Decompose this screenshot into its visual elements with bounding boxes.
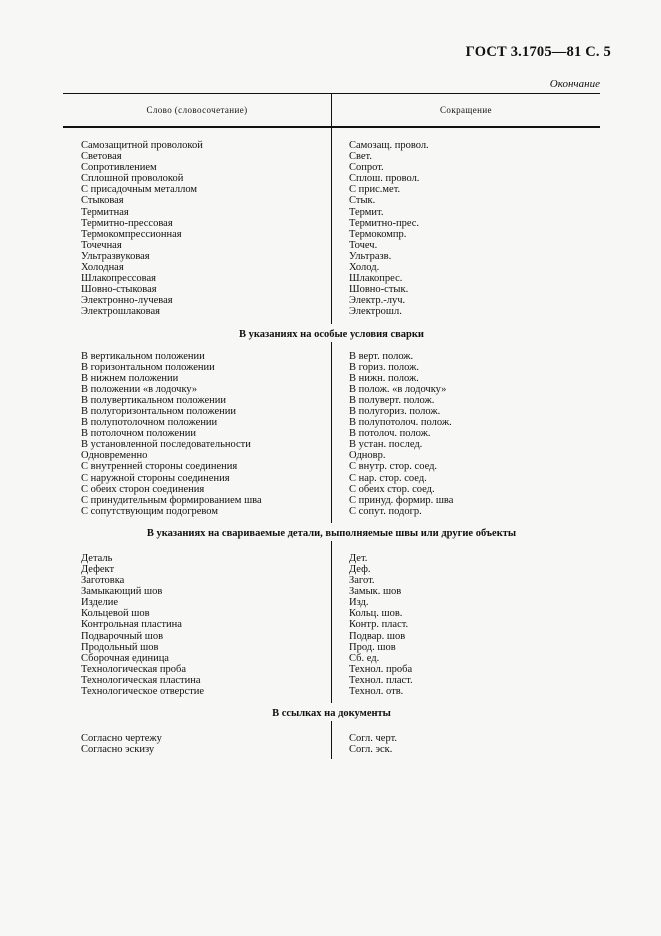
table-row — [63, 373, 600, 384]
abbreviation-cell: В полупотолоч. полож. — [349, 417, 452, 429]
table-row — [63, 295, 600, 306]
table-row — [63, 173, 600, 184]
abbreviation-cell: С сопут. подогр. — [349, 505, 422, 517]
table-row — [63, 631, 600, 642]
word-cell: В вертикальном положении — [81, 350, 205, 362]
word-cell: Стыковая — [81, 195, 124, 207]
abbreviation-cell: Термитно-прес. — [349, 217, 420, 229]
table-row — [63, 384, 600, 395]
table-row — [63, 162, 600, 173]
abbreviation-cell: Электр.-луч. — [349, 295, 406, 307]
table-row — [63, 417, 600, 428]
abbreviation-cell: Технол. проба — [349, 663, 413, 675]
table-row — [63, 450, 600, 461]
abbreviation-cell: Технол. пласт. — [349, 674, 413, 686]
table-row — [63, 195, 600, 206]
word-cell: В полувертикальном положении — [81, 394, 226, 406]
word-cell: Контрольная пластина — [81, 619, 182, 631]
table-row — [63, 284, 600, 295]
abbreviation-cell: Технол. отв. — [349, 686, 404, 698]
table-header — [63, 93, 600, 128]
continuation-label: Окончание — [549, 78, 600, 90]
word-cell: Заготовка — [81, 575, 125, 587]
abbreviation-cell: В нижн. полож. — [349, 372, 419, 384]
table-row — [63, 240, 600, 251]
table-row — [63, 428, 600, 439]
abbreviation-cell: Одновр. — [349, 450, 386, 462]
abbreviation-cell: Согл. черт. — [349, 733, 397, 745]
word-cell: Ультразвуковая — [81, 250, 150, 262]
word-cell: Изделие — [81, 597, 119, 609]
abbreviation-cell: Самозащ. провол. — [349, 140, 429, 151]
word-cell: Точечная — [81, 239, 122, 251]
table-row — [63, 619, 600, 630]
table-row — [63, 262, 600, 273]
word-cell: В полугоризонтальном положении — [81, 405, 236, 417]
table-row — [63, 733, 600, 744]
table-row — [63, 306, 600, 317]
abbreviation-cell: В верт. полож. — [349, 350, 414, 362]
table-row — [63, 506, 600, 517]
abbreviation-cell: Сопрот. — [349, 162, 384, 174]
word-cell: С обеих сторон соединения — [81, 483, 205, 495]
abbreviation-cell: Термокомпр. — [349, 228, 407, 240]
abbreviation-cell: С принуд. формир. шва — [349, 494, 454, 506]
table-row — [63, 642, 600, 653]
abbreviation-cell: Контр. пласт. — [349, 619, 409, 631]
word-cell: Подварочный шов — [81, 630, 164, 642]
word-cell: Согласно чертежу — [81, 733, 162, 745]
table-row — [63, 273, 600, 284]
section-rows — [63, 541, 600, 703]
table-row — [63, 608, 600, 619]
word-cell: Продольный шов — [81, 641, 159, 653]
abbreviation-table — [63, 93, 600, 759]
table-row — [63, 553, 600, 564]
abbreviation-cell: В полуверт. полож. — [349, 394, 435, 406]
word-cell: Технологическое отверстие — [81, 686, 205, 698]
table-row — [63, 439, 600, 450]
table-row — [63, 686, 600, 697]
word-cell: С наружной стороны соединения — [81, 472, 230, 484]
word-cell: Сопротивлением — [81, 162, 157, 174]
abbreviation-cell: В потолоч. полож. — [349, 428, 431, 440]
word-cell: Электронно-лучевая — [81, 295, 173, 307]
abbreviation-cell: В полугориз. полож. — [349, 405, 441, 417]
word-cell: В потолочном положении — [81, 428, 196, 440]
table-row — [63, 395, 600, 406]
abbreviation-cell: Ультразв. — [349, 250, 392, 262]
table-row — [63, 675, 600, 686]
column-header-word: Слово (словосочетание) — [146, 105, 248, 115]
word-cell: Согласно эскизу — [81, 744, 155, 756]
abbreviation-cell: Деф. — [349, 564, 371, 575]
abbreviation-cell: Шлакопрес. — [349, 273, 403, 285]
section-title: В ссылках на документы — [272, 708, 391, 720]
table-row — [63, 406, 600, 417]
table-row — [63, 140, 600, 151]
table-body — [63, 128, 600, 759]
table-row — [63, 744, 600, 755]
abbreviation-cell: Кольц. шов. — [349, 608, 403, 620]
abbreviation-cell: Сб. ед. — [349, 652, 380, 664]
word-cell: В горизонтальном положении — [81, 361, 215, 373]
column-header-abbreviation: Сокращение — [440, 105, 492, 115]
abbreviation-cell: Изд. — [349, 597, 369, 609]
abbreviation-cell: В устан. послед. — [349, 439, 423, 451]
word-cell: С внутренней стороны соединения — [81, 461, 238, 473]
abbreviation-cell: Замык. шов — [349, 586, 402, 598]
word-cell: Сборочная единица — [81, 652, 169, 664]
abbreviation-cell: Термит. — [349, 206, 384, 218]
table-row — [63, 229, 600, 240]
page-header: ГОСТ 3.1705—81 С. 5 — [465, 44, 611, 60]
abbreviation-cell: В гориз. полож. — [349, 361, 420, 373]
table-row — [63, 461, 600, 472]
abbreviation-cell: Холод. — [349, 262, 380, 274]
word-cell: В положении «в лодочку» — [81, 383, 198, 395]
table-row — [63, 586, 600, 597]
word-cell: Одновременно — [81, 450, 148, 462]
table-row — [63, 664, 600, 675]
abbreviation-cell: Шовно-стык. — [349, 284, 409, 296]
word-cell: Сплошной проволокой — [81, 173, 184, 185]
table-row — [63, 218, 600, 229]
word-cell: Холодная — [81, 262, 124, 274]
section-rows — [63, 342, 600, 523]
abbreviation-cell: Подвар. шов — [349, 630, 406, 642]
table-row — [63, 251, 600, 262]
table-row — [63, 653, 600, 664]
word-cell: Самозащитной проволокой — [81, 140, 203, 151]
abbreviation-cell: С внутр. стор. соед. — [349, 461, 438, 473]
table-row — [63, 597, 600, 608]
table-row — [63, 362, 600, 373]
word-cell: Световая — [81, 151, 122, 163]
word-cell: Шлакопрессовая — [81, 273, 156, 285]
word-cell: В нижнем положении — [81, 372, 179, 384]
word-cell: С принудительным формированием шва — [81, 494, 262, 506]
word-cell: Технологическая проба — [81, 663, 186, 675]
abbreviation-cell: Стык. — [349, 195, 376, 207]
abbreviation-cell: Прод. шов — [349, 641, 396, 653]
abbreviation-cell: Сплош. провол. — [349, 173, 420, 185]
abbreviation-cell: С прис.мет. — [349, 184, 401, 196]
word-cell: Электрошлаковая — [81, 306, 160, 318]
abbreviation-cell: В полож. «в лодочку» — [349, 383, 447, 395]
word-cell: Термитно-прессовая — [81, 217, 173, 229]
table-row — [63, 351, 600, 362]
word-cell: Дефект — [81, 564, 115, 575]
word-cell: С сопутствующим подогревом — [81, 505, 218, 517]
word-cell: Деталь — [81, 552, 113, 564]
word-cell: Шовно-стыковая — [81, 284, 157, 296]
abbreviation-cell: Дет. — [349, 552, 368, 564]
table-row — [63, 495, 600, 506]
table-row — [63, 473, 600, 484]
abbreviation-cell: Свет. — [349, 151, 372, 163]
word-cell: С присадочным металлом — [81, 184, 198, 196]
abbreviation-cell: Точеч. — [349, 239, 378, 251]
word-cell: В полупотолочном положении — [81, 417, 218, 429]
table-row — [63, 151, 600, 162]
word-cell: Кольцевой шов — [81, 608, 150, 620]
abbreviation-cell: С нар. стор. соед. — [349, 472, 427, 484]
abbreviation-cell: Электрошл. — [349, 306, 402, 318]
abbreviation-cell: Загот. — [349, 575, 375, 587]
section-rows — [63, 721, 600, 759]
abbreviation-cell: С обеих стор. соед. — [349, 483, 435, 495]
section-title: В указаниях на свариваемые детали, выполняемые швы или другие объекты — [146, 527, 517, 539]
table-row — [63, 484, 600, 495]
word-cell: В установленной последовательности — [81, 439, 251, 451]
word-cell: Замыкающий шов — [81, 586, 163, 598]
table-row — [63, 564, 600, 575]
table-row — [63, 575, 600, 586]
word-cell: Технологическая пластина — [81, 674, 201, 686]
section-title: В указаниях на особые условия сварки — [239, 328, 424, 340]
section-rows — [63, 128, 600, 324]
word-cell: Термокомпрессионная — [81, 228, 182, 240]
table-row — [63, 207, 600, 218]
table-row — [63, 184, 600, 195]
word-cell: Термитная — [81, 206, 129, 218]
abbreviation-cell: Согл. эск. — [349, 744, 393, 756]
